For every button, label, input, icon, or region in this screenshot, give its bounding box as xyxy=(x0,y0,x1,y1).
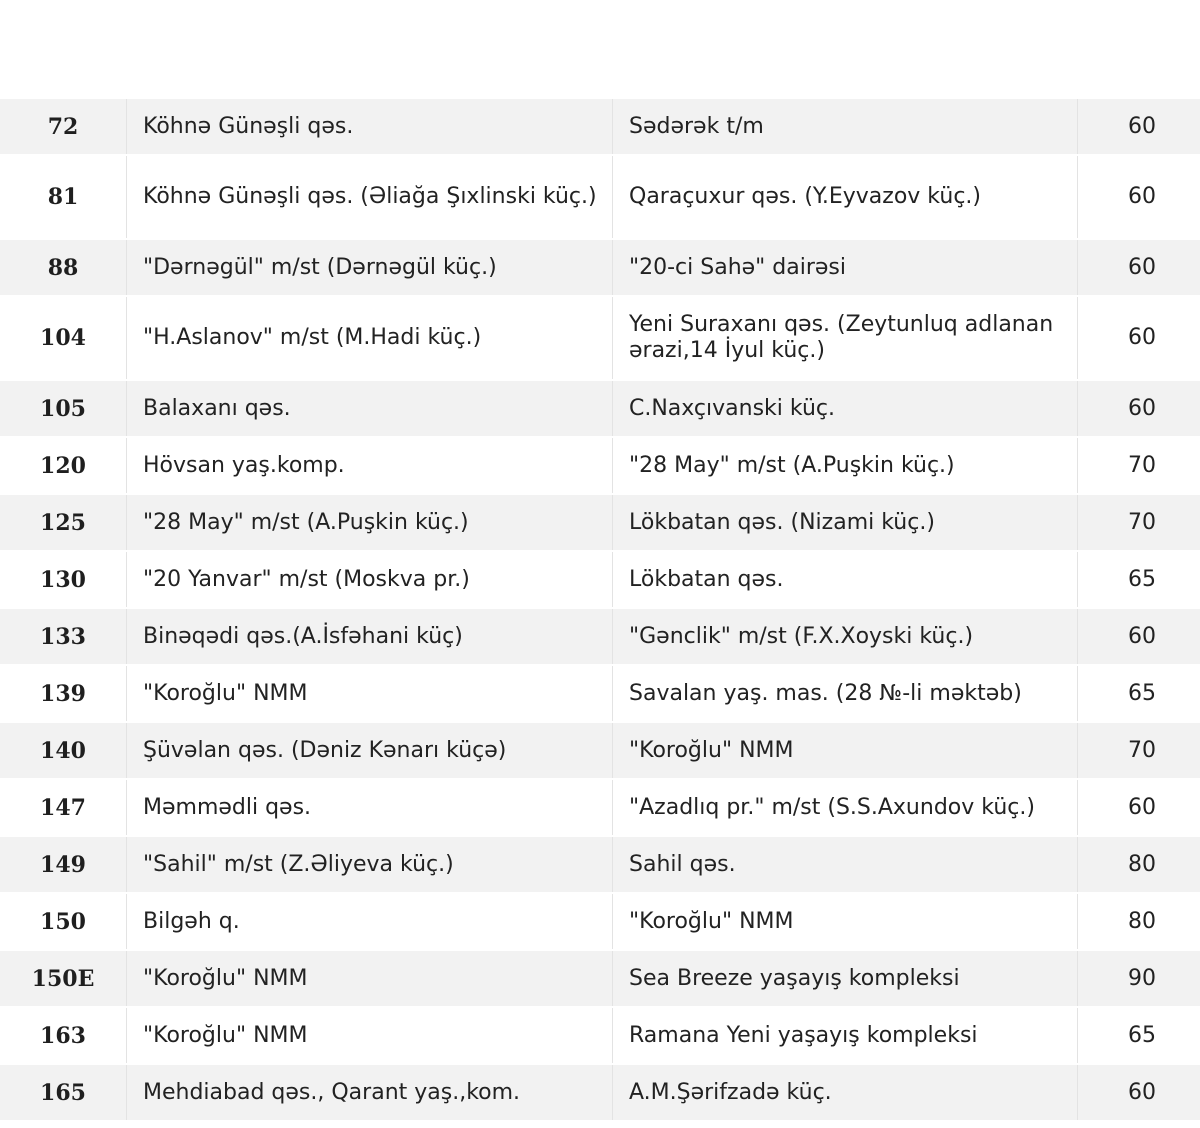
table-row xyxy=(0,666,1200,723)
route-end-cell xyxy=(613,552,1078,607)
route-end-cell xyxy=(613,666,1078,721)
route-number-text: 139 xyxy=(40,680,86,707)
route-start-text: "20 Yanvar" m/st (Moskva pr.) xyxy=(143,566,470,592)
fare-text: 80 xyxy=(1128,908,1156,934)
route-number-text: 149 xyxy=(40,851,86,878)
route-start-cell xyxy=(127,99,613,154)
route-number-cell xyxy=(0,156,127,238)
route-end-cell xyxy=(613,438,1078,493)
route-start-text: Şüvəlan qəs. (Dəniz Kənarı küçə) xyxy=(143,737,507,763)
route-end-text: "28 May" m/st (A.Puşkin küç.) xyxy=(629,452,955,478)
route-end-text: Yeni Suraxanı qəs. (Zeytunluq adlanan ərazi,14 İyul küç.) xyxy=(629,312,1054,363)
route-start-text: Köhnə Günəşli qəs. (Əliağa Şıxlinski küç.) xyxy=(143,184,597,209)
route-start-cell xyxy=(127,495,613,550)
route-end-cell xyxy=(613,609,1078,664)
route-start-text: "Sahil" m/st (Z.Əliyeva küç.) xyxy=(143,851,454,877)
fare-text: 65 xyxy=(1128,1022,1156,1048)
route-number-text: 104 xyxy=(40,325,86,351)
table-row xyxy=(0,297,1200,381)
route-number-cell xyxy=(0,951,127,1006)
route-start-text: "Dərnəgül" m/st (Dərnəgül küç.) xyxy=(143,254,497,280)
route-start-cell xyxy=(127,951,613,1006)
route-end-cell xyxy=(613,297,1078,379)
route-number-cell xyxy=(0,438,127,493)
fare-cell xyxy=(1078,495,1200,550)
table-row xyxy=(0,894,1200,951)
route-start-cell xyxy=(127,156,613,238)
fare-cell xyxy=(1078,780,1200,835)
route-end-text: "Azadlıq pr." m/st (S.S.Axundov küç.) xyxy=(629,794,1035,820)
fare-cell xyxy=(1078,1065,1200,1120)
route-end-text: "Gənclik" m/st (F.X.Xoyski küç.) xyxy=(629,623,974,649)
route-number-cell xyxy=(0,894,127,949)
fare-cell xyxy=(1078,609,1200,664)
table-row xyxy=(0,1065,1200,1122)
route-number-text: 81 xyxy=(47,184,79,210)
route-end-cell xyxy=(613,723,1078,778)
route-number-text: 147 xyxy=(40,794,86,821)
fare-cell xyxy=(1078,951,1200,1006)
route-number-text: 120 xyxy=(40,452,86,479)
route-number-text: 88 xyxy=(47,254,79,281)
route-end-cell xyxy=(613,99,1078,154)
route-start-text: Hövsan yaş.komp. xyxy=(143,452,345,478)
route-start-text: Bilgəh q. xyxy=(143,908,240,934)
route-start-text: Məmmədli qəs. xyxy=(143,794,312,820)
route-end-text: A.M.Şərifzadə küç. xyxy=(629,1079,832,1105)
table-row xyxy=(0,156,1200,240)
route-end-text: Savalan yaş. mas. (28 №-li məktəb) xyxy=(629,680,1022,706)
fare-text: 65 xyxy=(1128,680,1156,706)
table-row xyxy=(0,1008,1200,1065)
fare-cell xyxy=(1078,552,1200,607)
route-end-cell xyxy=(613,837,1078,892)
route-number-cell xyxy=(0,99,127,154)
fare-text: 70 xyxy=(1128,452,1156,478)
route-end-text: Sahil qəs. xyxy=(629,851,736,877)
table-row xyxy=(0,438,1200,495)
route-number-cell xyxy=(0,297,127,379)
route-number-text: 125 xyxy=(40,509,86,536)
route-start-cell xyxy=(127,894,613,949)
table-row xyxy=(0,240,1200,297)
route-start-cell xyxy=(127,837,613,892)
route-end-text: Sea Breeze yaşayış kompleksi xyxy=(629,965,960,991)
route-end-text: Qaraçuxur qəs. (Y.Eyvazov küç.) xyxy=(629,184,981,209)
route-start-cell xyxy=(127,381,613,436)
fare-text: 60 xyxy=(1128,325,1156,350)
route-number-text: 165 xyxy=(40,1079,86,1106)
route-start-cell xyxy=(127,666,613,721)
fare-text: 60 xyxy=(1128,113,1156,139)
fare-cell xyxy=(1078,1008,1200,1063)
route-end-cell xyxy=(613,240,1078,295)
route-number-text: 150E xyxy=(31,965,95,992)
fare-cell xyxy=(1078,723,1200,778)
bus-routes-table xyxy=(0,99,1200,1122)
route-number-text: 140 xyxy=(40,737,86,764)
table-row xyxy=(0,495,1200,552)
route-end-cell xyxy=(613,1065,1078,1120)
route-number-cell xyxy=(0,552,127,607)
fare-text: 60 xyxy=(1128,1079,1156,1105)
table-row xyxy=(0,951,1200,1008)
fare-text: 65 xyxy=(1128,566,1156,592)
route-end-text: "Koroğlu" NMM xyxy=(629,737,794,763)
route-start-cell xyxy=(127,1008,613,1063)
fare-text: 60 xyxy=(1128,184,1156,209)
route-start-text: "Koroğlu" NMM xyxy=(143,965,308,991)
route-end-cell xyxy=(613,156,1078,238)
route-start-text: "Koroğlu" NMM xyxy=(143,680,308,706)
route-start-cell xyxy=(127,609,613,664)
route-number-text: 130 xyxy=(40,566,86,593)
fare-text: 70 xyxy=(1128,509,1156,535)
route-number-cell xyxy=(0,1065,127,1120)
route-start-cell xyxy=(127,297,613,379)
fare-text: 90 xyxy=(1128,965,1156,991)
fare-text: 60 xyxy=(1128,395,1156,421)
route-end-text: Ramana Yeni yaşayış kompleksi xyxy=(629,1022,978,1048)
route-start-text: Balaxanı qəs. xyxy=(143,395,291,421)
route-end-cell xyxy=(613,951,1078,1006)
fare-cell xyxy=(1078,99,1200,154)
fare-cell xyxy=(1078,894,1200,949)
fare-text: 60 xyxy=(1128,623,1156,649)
route-start-cell xyxy=(127,723,613,778)
route-end-cell xyxy=(613,894,1078,949)
route-number-text: 150 xyxy=(40,908,86,935)
route-end-cell xyxy=(613,495,1078,550)
route-number-text: 105 xyxy=(40,395,86,422)
route-number-cell xyxy=(0,609,127,664)
route-start-text: "Koroğlu" NMM xyxy=(143,1022,308,1048)
route-end-text: C.Naxçıvanski küç. xyxy=(629,395,835,421)
route-start-cell xyxy=(127,240,613,295)
route-number-cell xyxy=(0,381,127,436)
table-row xyxy=(0,780,1200,837)
fare-cell xyxy=(1078,381,1200,436)
table-row xyxy=(0,381,1200,438)
route-number-cell xyxy=(0,837,127,892)
route-start-cell xyxy=(127,1065,613,1120)
route-number-cell xyxy=(0,1008,127,1063)
fare-text: 60 xyxy=(1128,254,1156,280)
fare-cell xyxy=(1078,297,1200,379)
table-row xyxy=(0,837,1200,894)
fare-text: 70 xyxy=(1128,737,1156,763)
table-row xyxy=(0,723,1200,780)
route-end-cell xyxy=(613,1008,1078,1063)
route-end-cell xyxy=(613,780,1078,835)
fare-text: 80 xyxy=(1128,851,1156,877)
route-number-text: 133 xyxy=(40,623,86,650)
route-end-text: Lökbatan qəs. (Nizami küç.) xyxy=(629,509,935,535)
route-start-text: Binəqədi qəs.(A.İsfəhani küç) xyxy=(143,623,463,649)
table-row xyxy=(0,99,1200,156)
route-number-cell xyxy=(0,666,127,721)
fare-cell xyxy=(1078,837,1200,892)
route-end-text: Lökbatan qəs. xyxy=(629,566,784,592)
route-end-cell xyxy=(613,381,1078,436)
fare-cell xyxy=(1078,438,1200,493)
table-row xyxy=(0,609,1200,666)
route-end-text: "20-ci Sahə" dairəsi xyxy=(629,254,847,280)
route-start-text: Köhnə Günəşli qəs. xyxy=(143,113,354,139)
table-row xyxy=(0,552,1200,609)
fare-cell xyxy=(1078,240,1200,295)
route-number-cell xyxy=(0,240,127,295)
route-end-text: Sədərək t/m xyxy=(629,113,764,139)
route-start-text: "28 May" m/st (A.Puşkin küç.) xyxy=(143,509,469,535)
route-number-cell xyxy=(0,495,127,550)
route-number-cell xyxy=(0,780,127,835)
route-number-text: 72 xyxy=(47,113,79,140)
route-start-cell xyxy=(127,438,613,493)
route-start-cell xyxy=(127,552,613,607)
fare-cell xyxy=(1078,156,1200,238)
route-start-text: "H.Aslanov" m/st (M.Hadi küç.) xyxy=(143,325,482,350)
route-end-text: "Koroğlu" NMM xyxy=(629,908,794,934)
fare-cell xyxy=(1078,666,1200,721)
route-number-text: 163 xyxy=(40,1022,86,1049)
route-start-text: Mehdiabad qəs., Qarant yaş.,kom. xyxy=(143,1079,521,1105)
fare-text: 60 xyxy=(1128,794,1156,820)
route-start-cell xyxy=(127,780,613,835)
route-number-cell xyxy=(0,723,127,778)
